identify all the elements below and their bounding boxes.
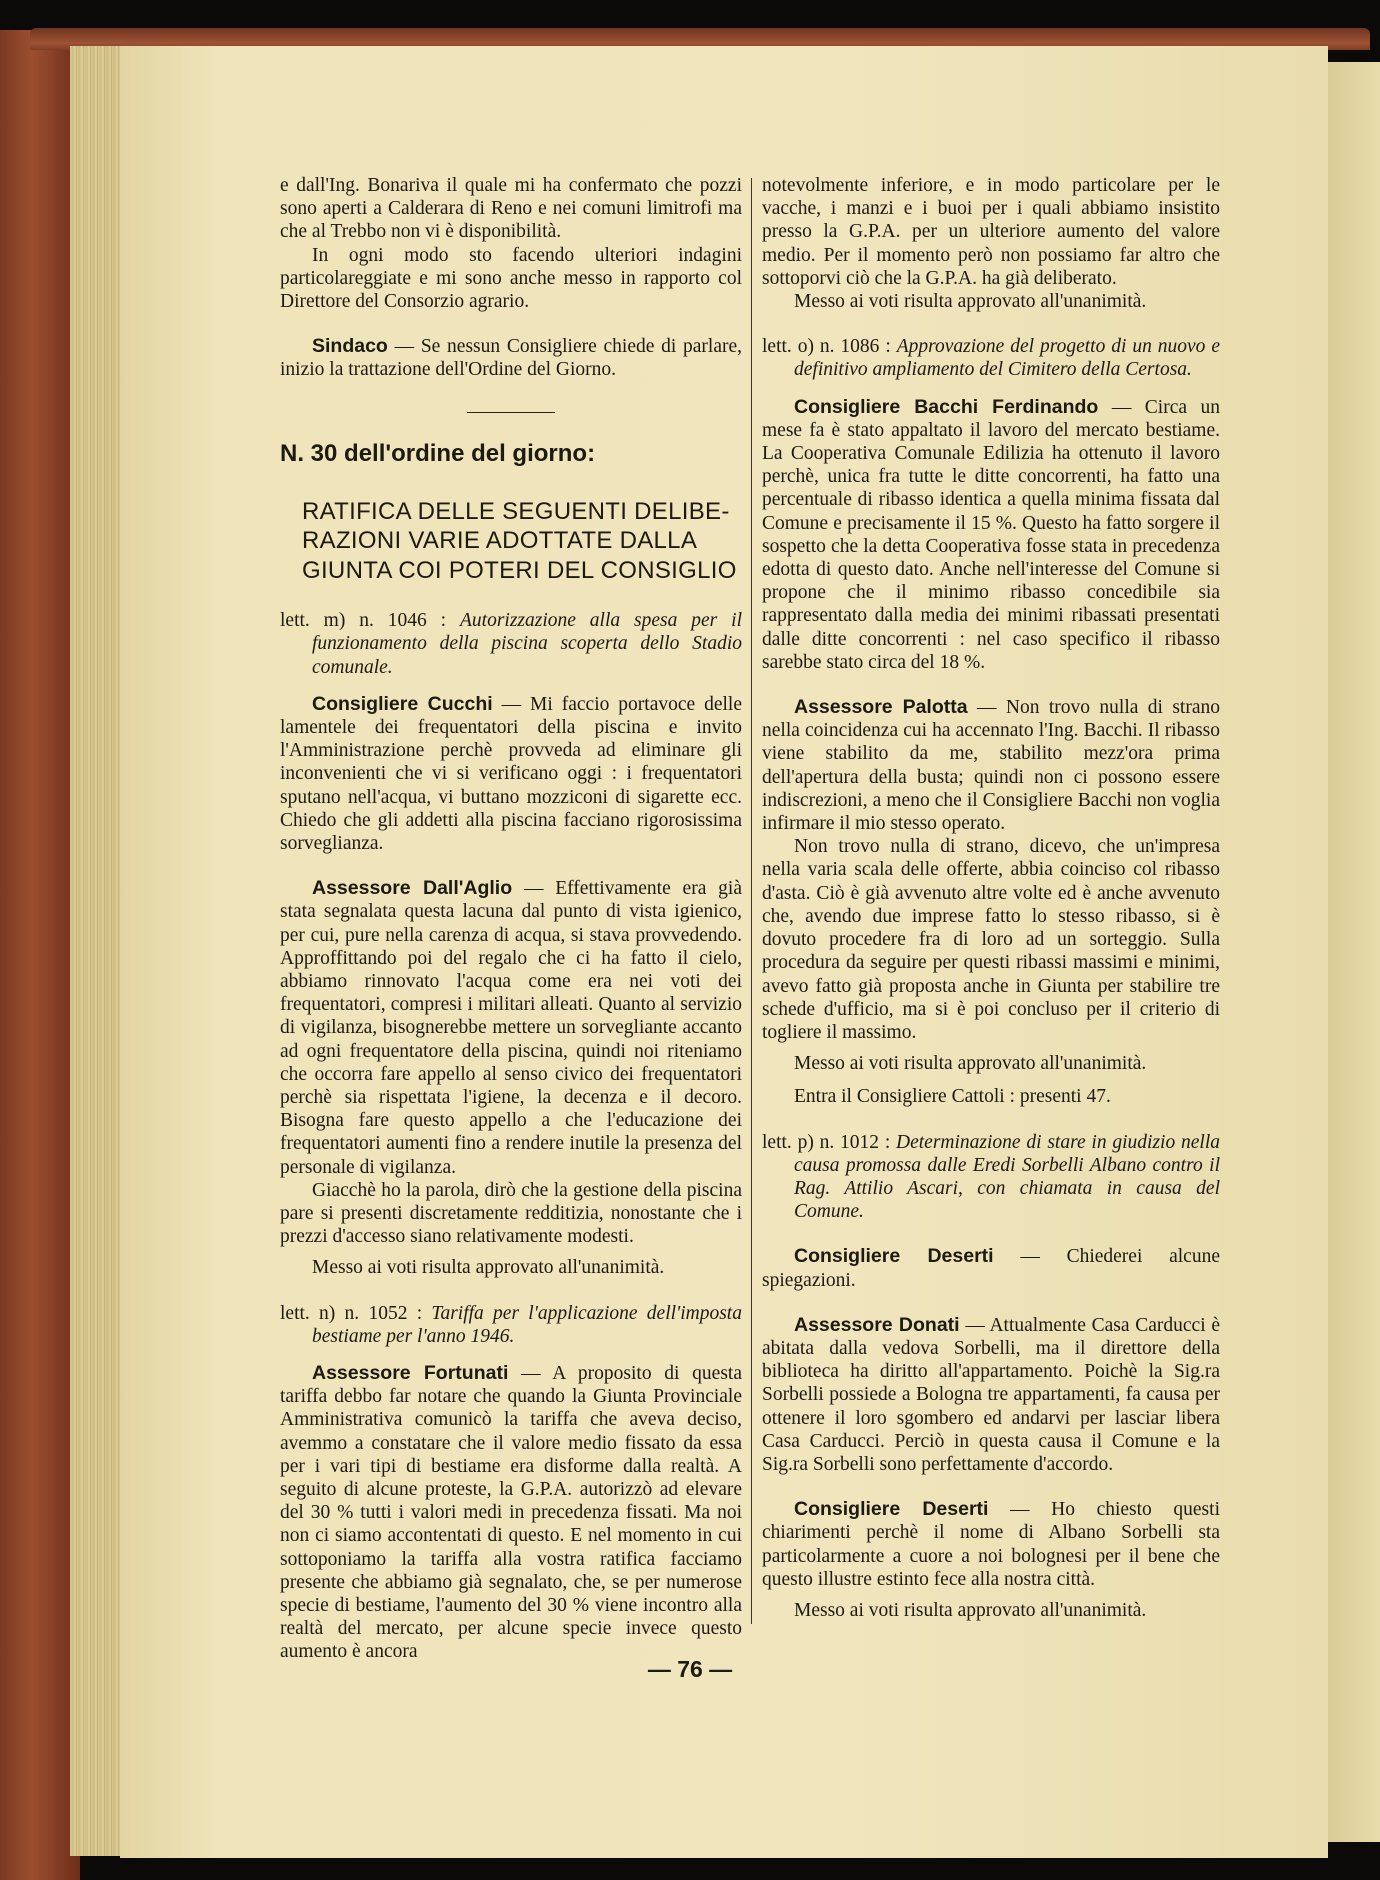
item-number: lett. o) n. 1086 : (762, 336, 897, 358)
speech-text: — Attualmente Casa Carducci è abitata dalla vedova Sorbelli, ma il direttore della biblioteca ha diritto all'appartamento. Poichè la Sig.ra Sorbelli possiede a Bologna tre appartamenti, fa causa per ottenere il loro sgombero ed andarvi per lasciar libera Casa Carducci. Perciò in questa causa il Comune e la Sig.ra Sorbelli sono perfettamente d'accordo. (762, 1314, 1220, 1475)
vote-result: Messo ai voti risulta approvato all'unanimità. (312, 1257, 665, 1279)
speech-deserti (762, 1245, 1220, 1291)
item-title: Tariffa per l'applicazione dell'imposta bestiame per l'anno 1946. (312, 1302, 742, 1347)
attendance-note: Entra il Consigliere Cattoli : presenti 47. (794, 1086, 1111, 1108)
item-title: Approvazione del progetto di un nuovo e definitivo ampliamento del Cimitero della Certosa. (794, 336, 1221, 381)
paragraph: e dall'Ing. Bonariva il quale mi ha confermato che pozzi sono aperti a Calderara di Reno e nei comuni limitrofi ma che al Trebbo non vi è disponibilità. (280, 175, 742, 243)
vote-result: Messo ai voti risulta approvato all'unanimità. (794, 1599, 1147, 1621)
paragraph: Giacchè ho la parola, dirò che la gestione della piscina pare si presenti discretamente redditizia, nonostante che i prezzi d'accesso siano relativamente modesti. (280, 1179, 742, 1248)
ratifica-line: RAZIONI VARIE ADOTTATE DALLA (302, 527, 698, 555)
speech-dallaglio (280, 877, 742, 1179)
speech-bacchi (762, 396, 1220, 674)
order-heading: N. 30 dell'ordine del giorno: (280, 439, 596, 467)
item-lett-n (280, 1302, 742, 1348)
speaker-name: Consigliere Bacchi Ferdinando (794, 395, 1099, 418)
item-title: Determinazione di stare in giudizio nella causa promossa dalle Eredi Sorbelli Albano contro il Rag. Attilio Ascari, con chiamata in causa del Comune. (794, 1131, 1220, 1223)
speaker-name: Consigliere Cucchi (312, 692, 493, 715)
speaker-name: Consigliere Deserti (794, 1245, 994, 1268)
speech-fortunati (280, 1362, 742, 1664)
speech-text: — Effettivamente era già stata segnalata questa lacuna dal punto di vista igienico, per cui, pure nella carenza di acqua, si stava provvedendo. Approffittando poi del regalo che ci ha fatto il cielo, abbiamo rinnovato l'acqua come era nei voti dei frequentatori, compresi i militari alleati. Quanto al servizio di vigilanza, bisognerebbe mettere un sorvegliante accanto ad ogni frequentatore della piscina, quindi noi riteniamo che occorra fare appello al senso civico dei frequentatori perchè sia rispettata l'igiene, la decenza e il decoro. Bisogna fare questo appello a che l'educazione dei frequentatori aumenti fino a rendere inutile la presenza del personale di vigilanza. (280, 878, 742, 1178)
paragraph: notevolmente inferiore, e in modo particolare per le vacche, i manzi e i buoi per i quali abbiamo insistito presso la G.P.A. per un ulteriore aumento del valore medio. Per il momento però non possiamo far altro che sottoporvi ciò che la G.P.A. ha già deliberato. (762, 175, 1220, 289)
item-number: lett. m) n. 1046 : (280, 610, 460, 632)
speech-donati (762, 1314, 1220, 1476)
paragraph: In ogni modo sto facendo ulteriori indagini particolareggiate e mi sono anche messo in rapporto col Direttore del Consorzio agrario. (280, 244, 742, 313)
speech-text: — Se nessun Consigliere chiede di parlare, inizio la trattazione dell'Ordine del Giorno. (280, 336, 742, 381)
page-number: — 76 — (647, 1656, 733, 1682)
speech-text: — Chiederei alcune spiegazioni. (762, 1246, 1220, 1291)
ratifica-line: GIUNTA COI POTERI DEL CONSIGLIO (302, 556, 737, 584)
speaker-name: Assessore Palotta (794, 696, 968, 719)
item-lett-p (762, 1131, 1220, 1224)
vote-result: Messo ai voti risulta approvato all'unanimità. (794, 1053, 1147, 1075)
speech-deserti-2 (762, 1498, 1220, 1591)
speech-text: — Ho chiesto questi chiarimenti perchè il nome di Albano Sorbelli sta particolarmente a cuore a noi bolognesi per il bene che questo illustre estinto fece alla nostra città. (762, 1499, 1220, 1590)
speech-text: — Non trovo nulla di strano nella coincidenza cui ha accennato l'Ing. Bacchi. Il ribasso viene stabilito da me, stabilito mezz'ora prima dell'apertura della busta; quindi non ci possono essere indiscrezioni, a meno che il Consigliere Bacchi non voglia infirmare il mio stesso operato. (762, 697, 1220, 835)
speech-cucchi (280, 693, 742, 855)
speaker-name: Assessore Fortunati (312, 1362, 509, 1385)
item-title: Autorizzazione alla spesa per il funzionamento della piscina scoperta dello Stadio comunale. (312, 610, 742, 678)
speech-sindaco (280, 335, 742, 381)
item-number: lett. n) n. 1052 : (280, 1302, 432, 1324)
right-column (762, 174, 1220, 1622)
speaker-name: Assessore Donati (794, 1313, 960, 1336)
speech-text: — Mi faccio portavoce delle lamentele dei frequentatori della piscina e invito l'Amministrazione perchè provveda ad eliminare gli inconvenienti che vi si verificano oggi : i frequentatori sputano nell'acqua, vi buttano mozziconi di sigarette ecc. Chiedo che gli addetti alla piscina facciano rigorosissima sorveglianza. (280, 693, 743, 854)
vote-result: Messo ai voti risulta approvato all'unanimità. (794, 291, 1147, 313)
ratifica-heading (302, 497, 742, 586)
section-divider (467, 412, 555, 413)
paragraph: Non trovo nulla di strano, dicevo, che un'impresa nella varia scala delle offerte, abbia coinciso col ribasso d'asta. Ciò è già avvenuto altre volte ed è anche avvenuto che, avendo due imprese fatto lo stesso ribasso, si è dovuto procedere fra di loro ad un sorteggio. Sulla procedura da seguire per questi ribassi massimi e minimi, avevo fatto già proposta anche in Giunta per stabilire tre schede d'ufficio, ma si è poi concluso per il criterio di togliere il massimo. (762, 836, 1220, 1043)
speaker-name: Sindaco (312, 335, 388, 358)
item-lett-m (280, 609, 742, 679)
ratifica-line: RATIFICA DELLE SEGUENTI DELIBE- (302, 497, 730, 525)
item-number: lett. p) n. 1012 : (762, 1131, 897, 1153)
speech-text: — Circa un mese fa è stato appaltato il lavoro del mercato bestiame. La Cooperativa Comunale Edilizia ha ottenuto il lavoro perchè, unica fra tutte le ditte concorrenti, ha fatto una percentuale di ribasso identica a quella minima fissata dal Comune e precisamente il 15 %. Questo ha fatto sorgere il sospetto che la detta Cooperativa fosse stata in precedenza edotta di questo dato. Anche nell'interesse del Comune si propone che il minimo ribasso concedibile sia rappresentato dalla media dei minimi ribassati presentati dalle ditte concorrenti : nel caso specifico il ribasso sarebbe stato circa del 18 %. (762, 396, 1220, 673)
book-binding (0, 30, 80, 1880)
speech-text: — A proposito di questa tariffa debbo far notare che quando la Giunta Provinciale Amministrativa comunicò la tariffa che aveva deciso, avemmo a constatare che il valore medio fissato da essa per i vari tipi di bestiame era disforme dalla realtà. A seguito di alcune proteste, la G.P.A. autorizzò ad elevare del 30 % tutti i valori medi in precedenza fissati. Ma noi non ci siamo accontentati di questo. E nel momento in cui sottoponiamo la tariffa alla vostra ratifica facciamo presente che abbiamo già segnalato, che, se per numerose specie di bestiame, l'aumento del 30 % viene incontro alla realtà del mercato, per alcune specie invece questo aumento è ancora (280, 1363, 742, 1663)
item-lett-o (762, 335, 1220, 381)
speaker-name: Assessore Dall'Aglio (312, 877, 513, 900)
column-divider (751, 178, 752, 1624)
speaker-name: Consigliere Deserti (794, 1498, 989, 1521)
left-column (280, 174, 742, 1664)
speech-palotta (762, 696, 1220, 835)
